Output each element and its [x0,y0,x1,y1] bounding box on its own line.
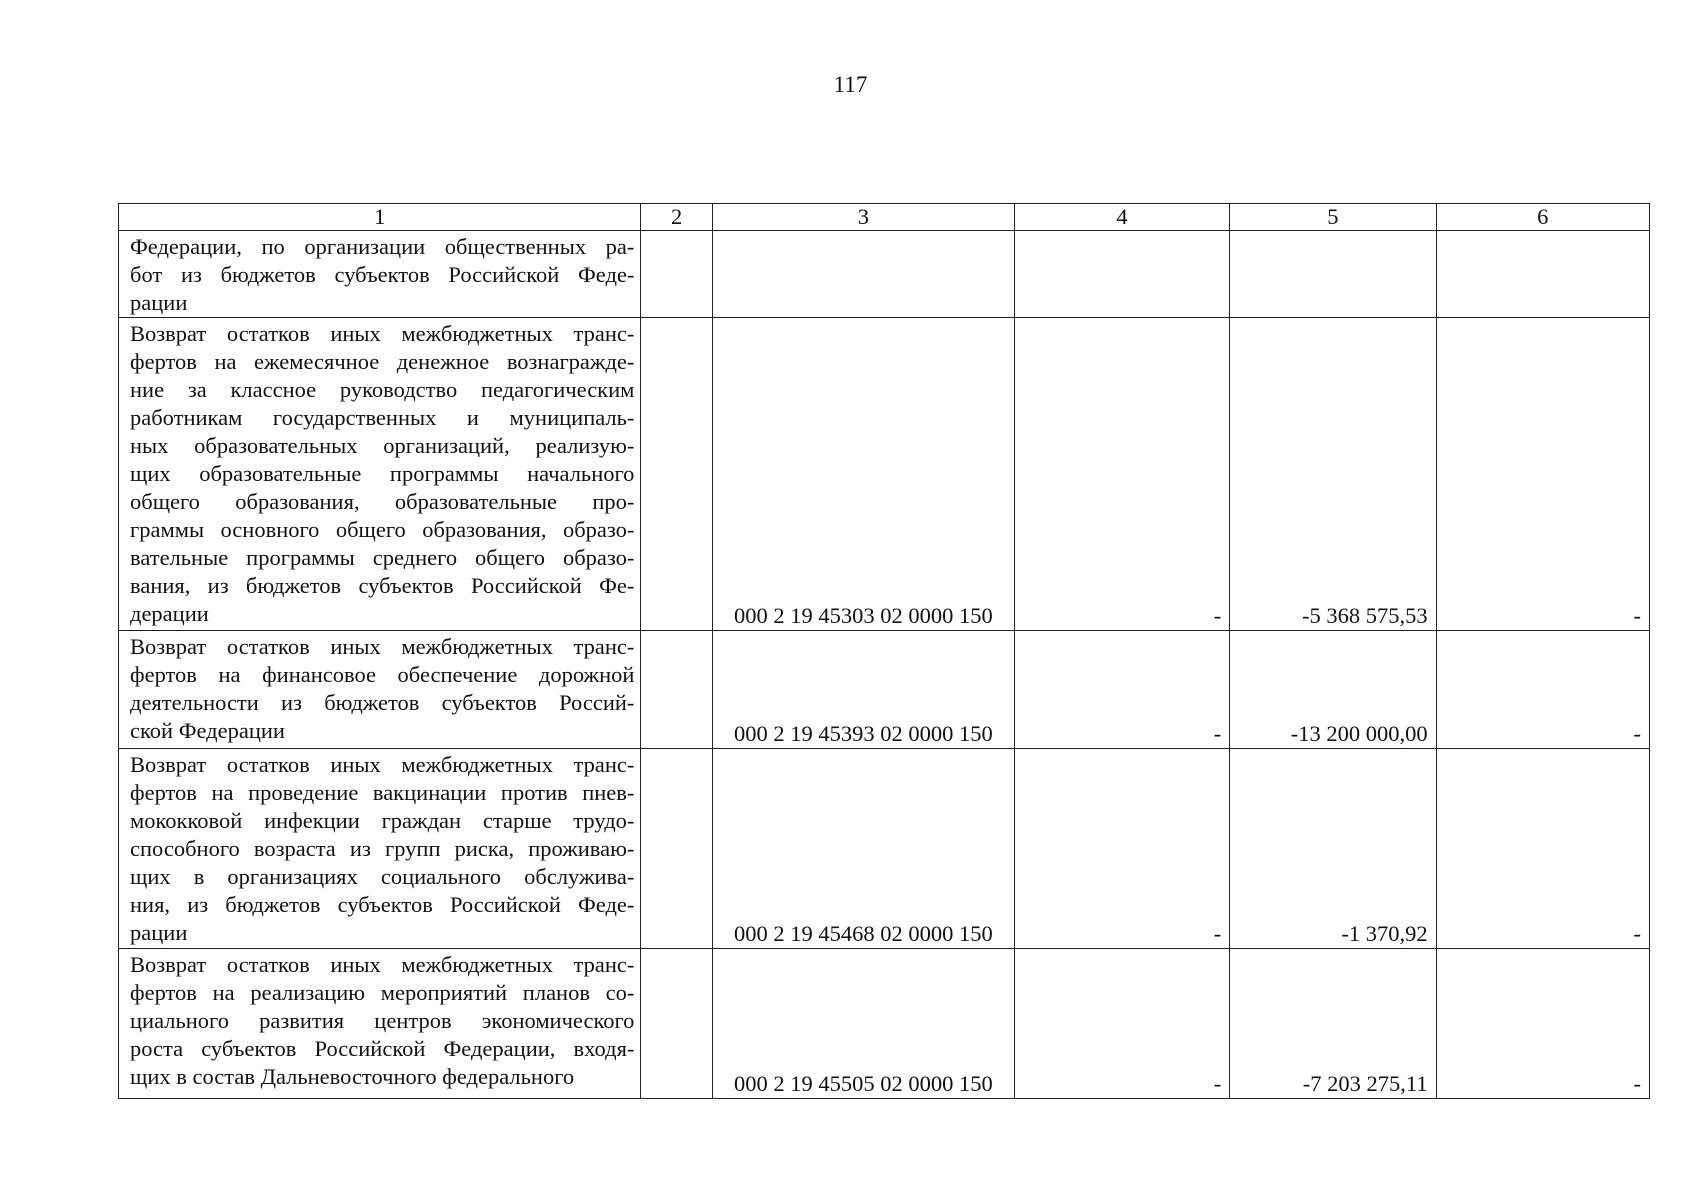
description-line: Возврат остатков иных межбюджетных транс- [130,952,635,977]
col4-value: - [1014,318,1229,631]
col6-value [1436,231,1649,318]
header-col-1: 1 [119,204,641,231]
col6-value: - [1436,318,1649,631]
description-line: ных образовательных организаций, реализую- [130,433,635,458]
table-row [119,318,1650,631]
description-line: ния, из бюджетов субъектов Российской Феде- [130,892,635,917]
col4-value: - [1014,631,1229,749]
amount-value: -5 368 575,53 [1230,318,1436,631]
row-description [119,749,641,949]
description-line: дерации [130,601,209,626]
table-row [119,749,1650,949]
row-description [119,231,641,318]
description-line: ской Федерации [130,718,285,743]
header-col-4: 4 [1014,204,1229,231]
table-row [119,631,1650,749]
description-line: вательные программы среднего общего образо- [130,545,635,570]
col4-value: - [1014,949,1229,1099]
description-line: деятельности из бюджетов субъектов Россий- [130,690,635,715]
header-col-6: 6 [1436,204,1649,231]
col2-cell [641,631,712,749]
description-line: циального развития центров экономического [130,1008,635,1033]
page-number: 117 [833,72,868,97]
description-line: рации [130,920,188,945]
row-description [119,949,641,1099]
description-line: ние за классное руководство педагогическим [130,377,635,402]
col4-value [1014,231,1229,318]
description-line: Возврат остатков иных межбюджетных транс- [130,321,635,346]
col6-value: - [1436,949,1649,1099]
table-row [119,949,1650,1099]
description-line: щих в организациях социального обслужива- [130,864,635,889]
description-line: фертов на ежемесячное денежное вознагражде- [130,349,635,374]
table-row [119,231,1650,318]
amount-value [1230,231,1436,318]
description-line: бот из бюджетов субъектов Российской Феде- [130,262,635,287]
description-line: роста субъектов Российской Федерации, входя- [130,1036,635,1061]
col2-cell [641,749,712,949]
amount-value: -1 370,92 [1230,749,1436,949]
table-header [119,204,1650,231]
amount-value: -7 203 275,11 [1230,949,1436,1099]
description-line: фертов на реализацию мероприятий планов со- [130,980,635,1005]
table-body [119,231,1650,1099]
col2-cell [641,231,712,318]
description-line: рации [130,290,188,315]
header-col-2: 2 [641,204,712,231]
classification-code: 000 2 19 45505 02 0000 150 [712,949,1014,1099]
amount-value: -13 200 000,00 [1230,631,1436,749]
description-line: Возврат остатков иных межбюджетных транс- [130,752,635,777]
classification-code: 000 2 19 45303 02 0000 150 [712,318,1014,631]
description-line: щих образовательные программы начального [130,461,635,486]
description-line: способного возраста из групп риска, проживаю- [130,836,635,861]
description-line: Возврат остатков иных межбюджетных транс- [130,634,635,659]
col4-value: - [1014,749,1229,949]
budget-table [118,203,1650,1099]
description-line: щих в состав Дальневосточного федерального [130,1064,575,1089]
description-line: мококковой инфекции граждан старше трудо- [130,808,635,833]
description-line: общего образования, образовательные про- [130,489,635,514]
description-line: граммы основного общего образования, образо- [130,517,635,542]
classification-code: 000 2 19 45468 02 0000 150 [712,749,1014,949]
col6-value: - [1436,749,1649,949]
classification-code: 000 2 19 45393 02 0000 150 [712,631,1014,749]
header-col-5: 5 [1230,204,1436,231]
description-line: работникам государственных и муниципаль- [130,405,635,430]
header-row [119,204,1650,231]
row-description [119,631,641,749]
col6-value: - [1436,631,1649,749]
description-line: фертов на финансовое обеспечение дорожной [130,662,635,687]
description-line: Федерации, по организации общественных ра- [130,234,635,259]
header-col-3: 3 [712,204,1014,231]
col2-cell [641,949,712,1099]
description-line: фертов на проведение вакцинации против пнев- [130,780,635,805]
row-description [119,318,641,631]
classification-code [712,231,1014,318]
col2-cell [641,318,712,631]
description-line: вания, из бюджетов субъектов Российской Фе- [130,573,635,598]
